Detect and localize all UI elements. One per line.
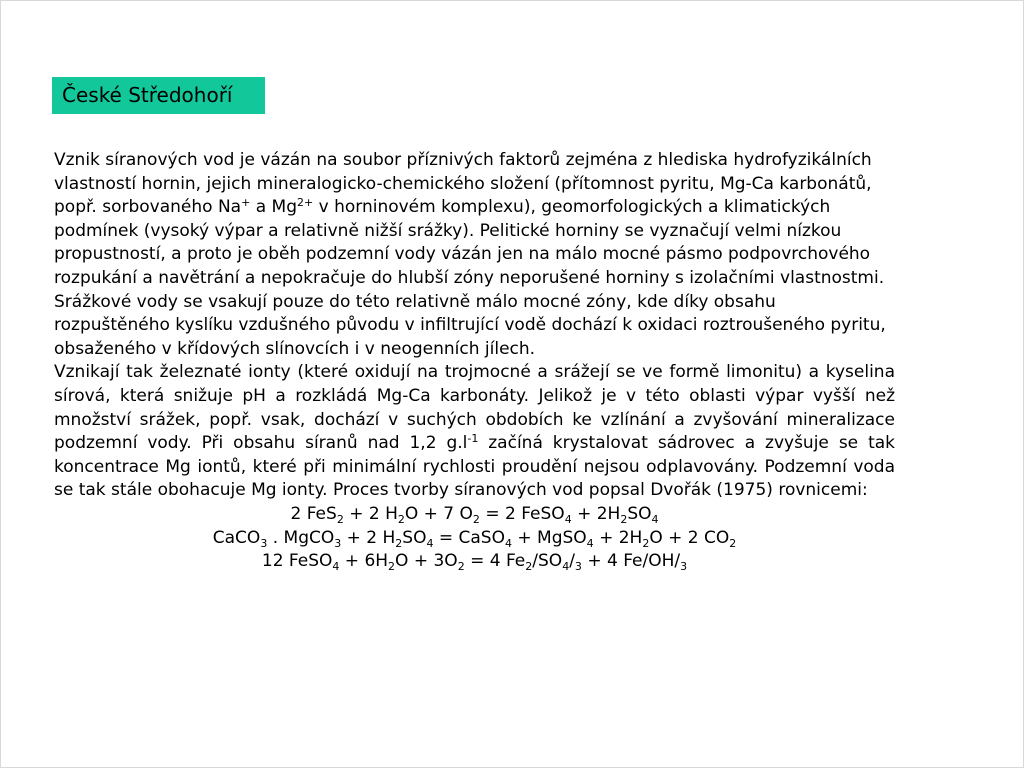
eq-part: + 4 Fe/OH/ xyxy=(581,551,681,572)
magnesium-charge: 2+ xyxy=(297,196,314,210)
eq-part: . MgCO xyxy=(267,527,335,548)
sodium-charge: + xyxy=(241,196,251,210)
eq-sub: 2 xyxy=(395,536,403,550)
eq-part: + 2H xyxy=(571,503,621,524)
eq-part: + 2H xyxy=(593,527,643,548)
eq-sub: 2 xyxy=(397,512,405,526)
eq-part: 12 FeSO xyxy=(261,551,333,572)
equation-1 xyxy=(54,503,895,527)
eq-sub: 2 xyxy=(525,560,533,574)
eq-part: + 2 H xyxy=(341,527,396,548)
justified-text: Vznikají tak železnaté ionty (které oxidují na trojmocné a srážejí se ve formě limonitu) a kyselina sírová, která snižuje pH a rozkládá Mg-Ca karbonáty. Jelikož je v této oblasti výpar vyšší než množství srážek, popř. vsak, dochází v suchých obdobích ke vzlínání a zvyšování mineralizace podzemní vody. Při obsahu síranů nad 1,2 g.l xyxy=(54,362,895,454)
eq-sub: 4 xyxy=(564,512,572,526)
eq-part: = 4 Fe xyxy=(464,551,526,572)
intro-mid-text: a Mg xyxy=(250,197,297,218)
eq-part: O + 3O xyxy=(395,551,458,572)
eq-part: + 6H xyxy=(339,551,389,572)
unit-exponent: -1 xyxy=(467,432,479,446)
eq-part: = CaSO xyxy=(433,527,505,548)
eq-sub: 4 xyxy=(332,560,340,574)
eq-sub: 3 xyxy=(334,536,342,550)
equation-2 xyxy=(54,527,895,551)
eq-sub: 2 xyxy=(729,536,737,550)
equation-3 xyxy=(54,550,895,574)
eq-part: = 2 FeSO xyxy=(479,503,565,524)
eq-part: + MgSO xyxy=(511,527,587,548)
justified-rest-text: začíná krystalovat sádrovec a zvyšuje se tak koncentrace Mg iontů, které při minimální rychlosti proudění nejsou odplavovány. Podzemní voda se tak stále obohacuje Mg ionty. Proces tvorby síranových vod popsal Dvořák (1975) rovnicemi: xyxy=(54,433,895,501)
intro-paragraph xyxy=(54,149,895,361)
eq-sub: 4 xyxy=(586,536,594,550)
title-banner xyxy=(52,77,265,114)
eq-part: /SO xyxy=(532,551,563,572)
eq-part: O + 2 CO xyxy=(649,527,730,548)
eq-part: SO xyxy=(627,503,652,524)
eq-sub: 4 xyxy=(426,536,434,550)
eq-part: O + 7 O xyxy=(404,503,473,524)
intro-rest-text: v horninovém komplexu), geomorfologických a klimatických podmínek (vysoký výpar a relativně nižší srážky). Pelitické horniny se vyznačují velmi nízkou propustností, a proto je oběh podzemní vody vázán jen na málo mocné pásmo podpovrchového rozpukání a navětrání a nepokračuje do hlubší zóny neporušené horniny s izolačními vlastnostmi. Srážkové vody se vsakují pouze do této relativně málo mocné zóny, kde díky obsahu rozpuštěného kyslíku vzdušného původu v infiltrující vodě dochází k oxidaci roztroušeného pyritu, obsaženého v křídových slínovcích i v neogenních jílech. xyxy=(54,197,886,359)
eq-sub: 2 xyxy=(336,512,344,526)
eq-sub: 2 xyxy=(642,536,650,550)
eq-sub: 2 xyxy=(457,560,465,574)
eq-sub: 4 xyxy=(504,536,512,550)
eq-part: + 2 H xyxy=(343,503,398,524)
page-title: České Středohoří xyxy=(62,83,233,107)
eq-part: SO xyxy=(402,527,427,548)
justified-paragraph xyxy=(54,361,895,503)
eq-sub: 3 xyxy=(680,560,688,574)
eq-part: 2 FeS xyxy=(290,503,337,524)
slide-body xyxy=(54,149,895,574)
eq-sub: 4 xyxy=(562,560,570,574)
eq-part: / xyxy=(569,551,575,572)
eq-sub: 3 xyxy=(260,536,268,550)
eq-sub: 3 xyxy=(574,560,582,574)
eq-sub: 2 xyxy=(388,560,396,574)
eq-sub: 4 xyxy=(651,512,659,526)
eq-sub: 2 xyxy=(620,512,628,526)
intro-text: Vznik síranových vod je vázán na soubor příznivých faktorů zejména z hlediska hydrofyzikálních vlastností hornin, jejich mineralogicko-chemického složení (přítomnost pyritu, Mg-Ca karbonátů, popř. sorbovaného Na xyxy=(54,150,872,218)
eq-part: CaCO xyxy=(212,527,261,548)
eq-sub: 2 xyxy=(472,512,480,526)
